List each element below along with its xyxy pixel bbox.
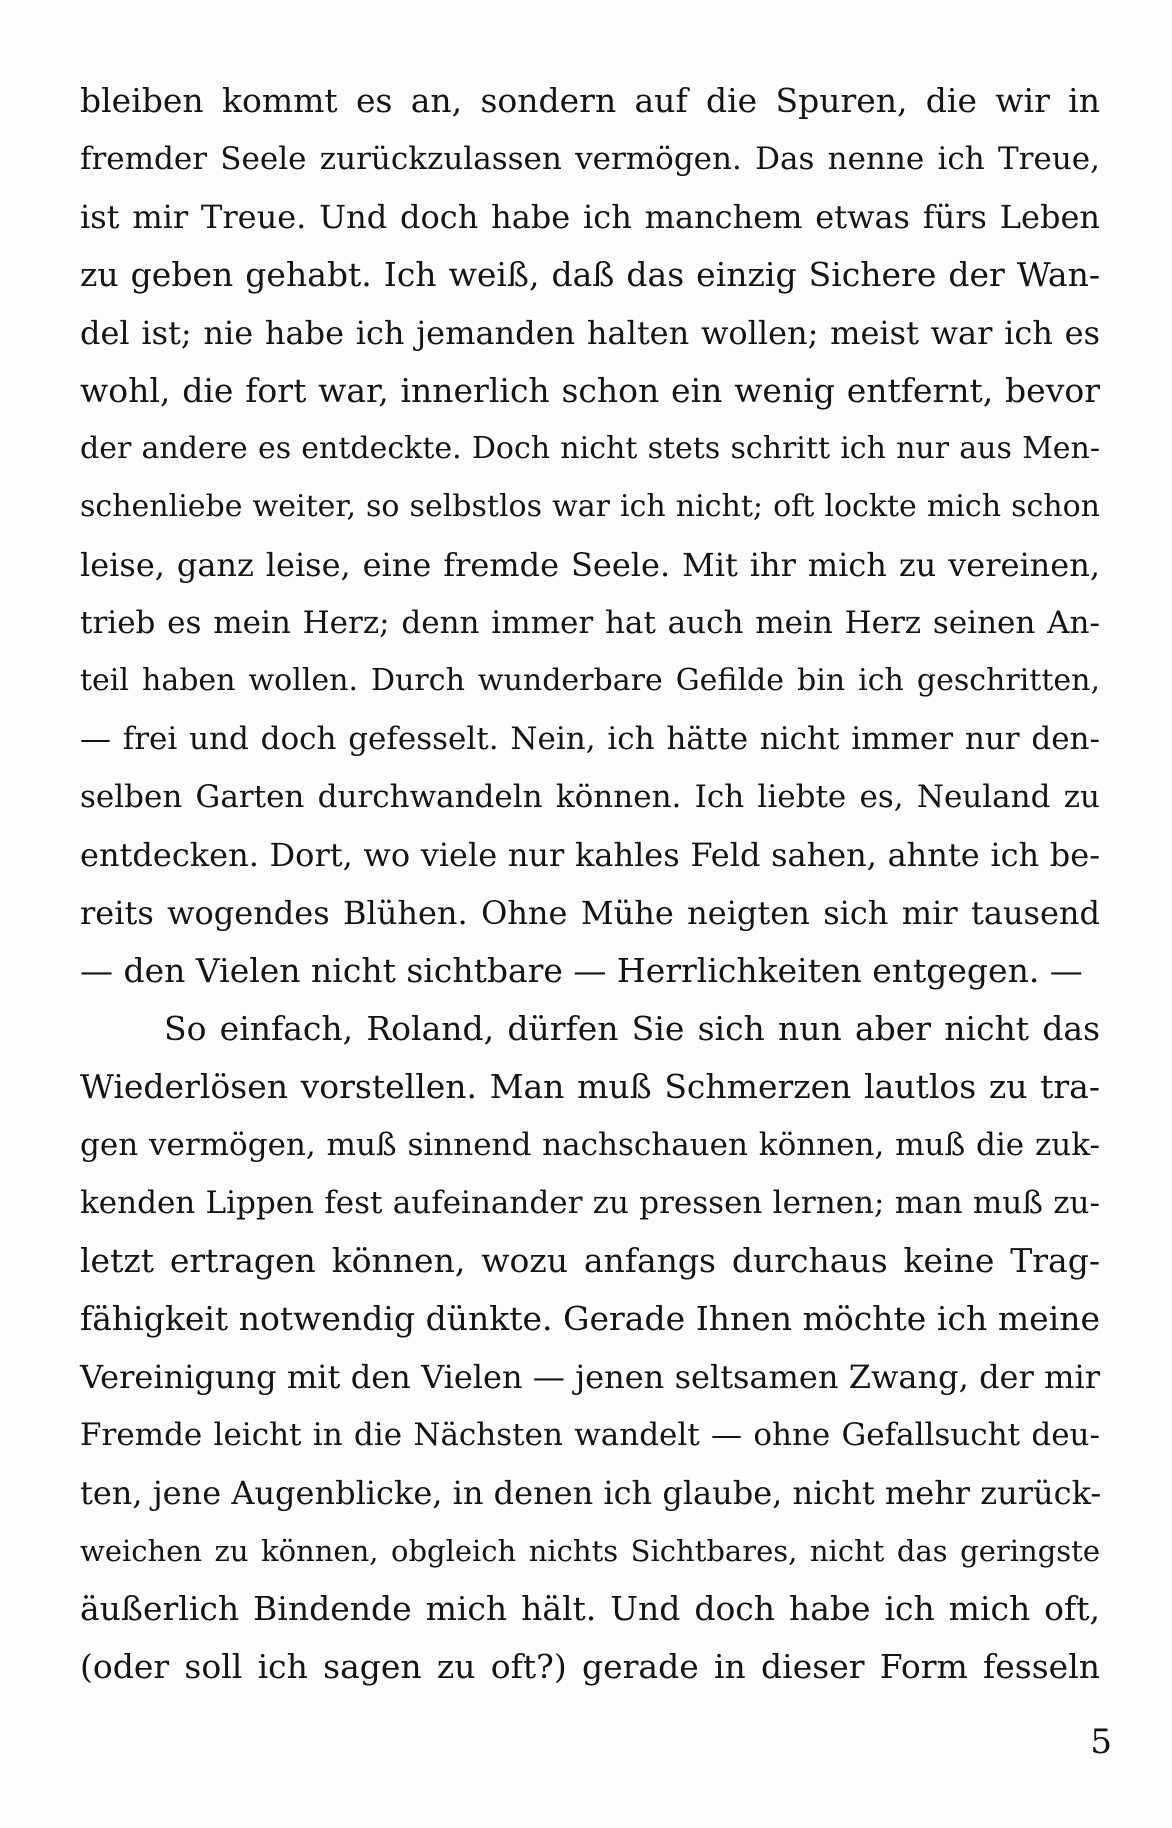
text-line: bleiben kommt es an, sondern auf die Spuren, die wir in (80, 81, 1100, 120)
text-line: der andere es entdeckte. Doch nicht stets schritt ich nur aus Men- (80, 431, 1100, 466)
text-line: weichen zu können, obgleich nichts Sichtbares, nicht das geringste (80, 1534, 1100, 1568)
text-line: — frei und doch gefesselt. Nein, ich hätte nicht immer nur den- (80, 721, 1100, 757)
text-line: — den Vielen nicht sichtbare — Herrlichkeiten entgegen. — (80, 951, 1083, 990)
text-line: leise, ganz leise, eine fremde Seele. Mit ihr mich zu vereinen, (80, 546, 1100, 584)
text-line: ten, jene Augenblicke, in denen ich glaube, nicht mehr zurück- (80, 1474, 1102, 1512)
text-line: Fremde leicht in die Nächsten wandelt — ohne Gefallsucht deu- (80, 1417, 1100, 1453)
text-line: gen vermögen, muß sinnend nachschauen können, muß die zuk- (80, 1127, 1100, 1163)
text-line: ist mir Treue. Und doch habe ich manchem etwas fürs Leben (80, 198, 1100, 236)
body-text (80, 72, 1100, 1696)
text-line: (oder soll ich sagen zu oft?) gerade in dieser Form fesseln (80, 1647, 1100, 1686)
text-line: wohl, die fort war, innerlich schon ein wenig entfernt, bevor (80, 371, 1100, 410)
text-line: selben Garten durchwandeln können. Ich liebte es, Neuland zu (80, 779, 1100, 815)
text-line: schenliebe weiter, so selbstlos war ich nicht; oft lockte mich schon (80, 489, 1100, 524)
text-line: Vereinigung mit den Vielen — jenen seltsamen Zwang, der mir (80, 1358, 1100, 1396)
text-line: fähigkeit notwendig dünkte. Gerade Ihnen möchte ich meine (80, 1299, 1100, 1338)
text-line: teil haben wollen. Durch wunderbare Gefilde bin ich geschritten, (80, 663, 1100, 698)
paragraph-start-line: So einfach, Roland, dürfen Sie sich nun aber nicht das (164, 1009, 1100, 1048)
text-line: reits wogendes Blühen. Ohne Mühe neigten sich mir tausend (80, 894, 1100, 932)
text-line: Wiederlösen vorstellen. Man muß Schmerzen lautlos zu tra- (80, 1067, 1100, 1106)
text-line: letzt ertragen können, wozu anfangs durchaus keine Trag- (80, 1241, 1100, 1280)
text-line: äußerlich Bindende mich hält. Und doch habe ich mich oft, (80, 1589, 1100, 1628)
text-line: entdecken. Dort, wo viele nur kahles Feld sahen, ahnte ich be- (80, 836, 1100, 874)
text-line: zu geben gehabt. Ich weiß, daß das einzig Sichere der Wan- (80, 255, 1100, 294)
text-line: del ist; nie habe ich jemanden halten wollen; meist war ich es (80, 314, 1100, 352)
text-line: fremder Seele zurückzulassen vermögen. Das nenne ich Treue, (80, 141, 1100, 177)
text-line: kenden Lippen fest aufeinander zu pressen lernen; man muß zu- (80, 1185, 1100, 1221)
page-number: 5 (1090, 1722, 1112, 1762)
text-line: trieb es mein Herz; denn immer hat auch mein Herz seinen An- (80, 605, 1100, 641)
